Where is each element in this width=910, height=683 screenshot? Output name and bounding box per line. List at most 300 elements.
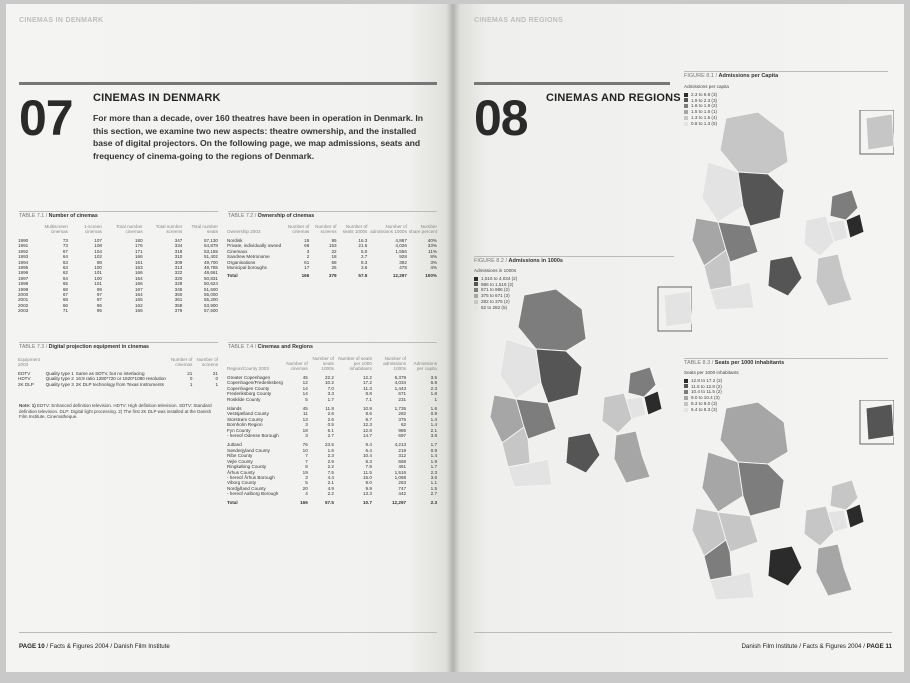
table3-column-header: Equipment 2003	[18, 357, 40, 367]
table1-cell: 322	[174, 270, 183, 276]
table3-cell: HDTV	[18, 376, 31, 382]
table1-cell: 67	[62, 248, 68, 254]
region-bornholm	[664, 291, 692, 327]
table2-title: TABLE 7.2 / Ownership of cinemas	[228, 213, 315, 219]
running-head: CINEMAS IN DENMARK	[19, 17, 104, 24]
table4-cell: 8.8	[365, 391, 372, 397]
table4-cell: 10.2	[325, 380, 334, 386]
table4-cell: 9.9	[365, 485, 372, 491]
table1-cell: 1992	[18, 248, 29, 254]
book-gutter	[446, 4, 460, 672]
table4-cell: 13	[302, 416, 308, 422]
table4-cell: Copenhagen County	[227, 385, 270, 391]
legend-swatch	[684, 93, 688, 97]
table1-cell: 50,831	[203, 275, 218, 281]
table2-cell: 11%	[428, 248, 437, 254]
region-storstrom	[816, 544, 852, 596]
table2-column-header: Number of admissions 1000s	[370, 224, 407, 234]
table4-column-header: Number of seats 1000s	[312, 356, 334, 371]
table4-cell: 7	[305, 453, 308, 459]
legend-label: 0.8 to 1.3 (5)	[691, 120, 718, 126]
table4-cell: 3.3	[327, 391, 334, 397]
table4-cell: 2.3	[327, 453, 334, 459]
table4-cell: 17.2	[362, 380, 372, 386]
table1-cell: 163	[134, 265, 143, 271]
legend-swatch	[684, 104, 688, 108]
table2-rule	[228, 211, 437, 212]
table4-cell: 1.8	[430, 391, 437, 397]
table3-cell: 16:9 ratio 1280*720 or 1920*1080 resolution	[75, 376, 166, 382]
table3-column-header: Number of cinemas	[170, 357, 193, 367]
table2-cell: 5.0	[360, 248, 368, 254]
table4-cell: 14	[302, 385, 308, 391]
table4-cell: 10.4	[362, 453, 372, 459]
fig1-title: FIGURE 8.1 / Admissions per Capita	[684, 73, 779, 79]
table1-cell: 104	[94, 248, 102, 254]
table2-cell: 478	[399, 265, 407, 271]
table-row	[226, 438, 438, 447]
table4-cell: 1,516	[394, 469, 407, 475]
map-admissions-per-capita	[688, 110, 894, 318]
table2-cell: 3.6	[360, 265, 368, 271]
table2-cell: 153	[328, 243, 337, 249]
table-digital-projection	[17, 357, 219, 387]
table4-cell: 3.5	[430, 375, 437, 380]
table4-cell: 9.4	[365, 442, 372, 448]
region-storstrom	[816, 254, 852, 306]
map-seats-per-1000	[688, 400, 894, 608]
table4-cell: 1.7	[430, 442, 437, 448]
table-row	[226, 402, 438, 411]
table4-cell: 1.7	[430, 464, 437, 470]
table4-cell: 4.9	[327, 485, 334, 491]
table4-cell: 1,068	[394, 474, 407, 480]
table4-cell: 4,213	[394, 442, 407, 448]
table4-cell: 4	[305, 491, 308, 497]
table1-cell: 345	[174, 286, 183, 292]
table2-cell: Sandrew Metronome	[227, 254, 270, 260]
table2-cell: 8.3	[360, 259, 368, 265]
table1-cell: 1998	[18, 281, 29, 287]
table1-cell: 310	[174, 254, 183, 260]
legend-swatch	[474, 288, 478, 292]
table1-cell: 63	[62, 265, 68, 271]
region-frederiksborg	[830, 480, 858, 510]
running-head-right: CINEMAS AND REGIONS	[474, 17, 564, 24]
table1-cell: 50,624	[203, 281, 218, 287]
table4-cell: 3.8	[430, 433, 437, 439]
table3-rule	[19, 342, 218, 343]
table4-cell: 1,443	[394, 385, 407, 391]
table2-cell: 33%	[427, 243, 437, 249]
table1-cell: 53,155	[203, 248, 218, 254]
legend-swatch	[684, 384, 688, 388]
table4-cell: Fyn County	[227, 427, 251, 433]
table4-cell: Bornholm Region	[227, 422, 263, 428]
table1-cell: 64	[62, 275, 68, 281]
legend-label: 1.3 to 1.5 (4)	[691, 114, 718, 120]
table1-column-header: Total number seats	[191, 224, 218, 234]
table2-cell: 12,297	[392, 273, 407, 279]
table1-cell: 71	[62, 308, 68, 314]
table4-cell: 14.7	[362, 433, 372, 439]
legend-label: 375 to 671 (3)	[481, 293, 510, 299]
legend-swatch	[474, 306, 478, 310]
table2-cell: Cinemaxx	[227, 248, 248, 254]
table4-cell: 12.2	[362, 375, 372, 380]
table4-cell: 1,735	[394, 406, 407, 412]
table4-cell: Ribe County	[227, 453, 253, 459]
table4-cell: 10	[302, 447, 308, 453]
table3-cell: 2K DLP	[18, 381, 34, 387]
table4-cell: 11.3	[363, 385, 372, 391]
table1-cell: 108	[94, 243, 102, 249]
table4-cell: Viborg County	[227, 480, 257, 486]
table1-cell: 1999	[18, 286, 29, 292]
table3-cell: 21	[212, 371, 218, 376]
table2-cell: 40%	[427, 238, 437, 243]
table4-cell: 231	[398, 396, 407, 402]
table4-cell: 3	[305, 422, 308, 428]
table2-cell: 68	[331, 259, 337, 265]
table2-cell: 25	[331, 265, 337, 271]
table4-cell: 6.8	[430, 380, 437, 386]
table4-cell: 442	[398, 491, 407, 497]
table1-cell: 1995	[18, 265, 29, 271]
legend-label: 6.4 to 8.3 (3)	[691, 406, 718, 412]
chapter-title-right: CINEMAS AND REGIONS	[546, 92, 681, 104]
table1-cell: 66	[62, 302, 68, 308]
table4-cell: 219	[398, 447, 407, 453]
table1-cell: 167	[134, 286, 143, 292]
table4-cell: 2.1	[327, 480, 334, 486]
table4-cell: Nordjylland County	[227, 485, 266, 491]
table-row	[226, 265, 438, 270]
table4-cell: - hereof Aalborg Borough	[227, 491, 279, 497]
region-aarhus	[536, 349, 582, 403]
region-frederiksborg	[830, 190, 858, 220]
table3-header-row	[17, 357, 219, 371]
table1-cell: 49,785	[203, 265, 218, 271]
footer-rule-right	[474, 632, 892, 633]
table4-cell: 2.3	[430, 499, 437, 505]
chapter-rule	[19, 82, 437, 85]
table2-cell: 2	[306, 254, 310, 260]
table4-cell: 10.9	[362, 406, 372, 412]
table4-cell: 2.1	[430, 427, 437, 433]
table4-cell: 13.3	[362, 491, 372, 497]
table1-cell: 162	[134, 302, 143, 308]
table4-cell: 2.6	[327, 411, 334, 417]
table2-cell: 21.6	[358, 243, 368, 249]
table4-cell: 0.9	[430, 411, 437, 417]
table1-column-header: 1-screen cinemas	[84, 224, 102, 234]
table2-cell: 166	[301, 273, 310, 279]
table1-cell: 2000	[18, 292, 29, 298]
table3-cell: 1	[215, 381, 218, 387]
table4-cell: Total	[227, 499, 238, 505]
table1-cell: 171	[134, 248, 143, 254]
table1-cell: 97	[96, 292, 102, 298]
table2-cell: 16.3	[358, 238, 368, 243]
table3-column-header: Number of screens	[196, 357, 218, 367]
legend-label: 2.3 to 6.8 (3)	[691, 91, 718, 97]
table4-cell: 312	[398, 453, 407, 459]
region-nordjylland	[518, 289, 586, 351]
table4-cell: Vestsjælland County	[227, 411, 269, 417]
table1-cell: 95	[96, 308, 102, 314]
table4-cell: 18	[302, 427, 308, 433]
left-page	[6, 4, 452, 672]
table1-cell: 2002	[18, 302, 29, 308]
table1-cell: 67	[62, 292, 68, 298]
table3-column-header	[45, 357, 75, 371]
table-row	[226, 270, 438, 278]
table4-cell: Vejle County	[227, 458, 253, 464]
chapter-number-right: 08	[474, 90, 528, 146]
table1-cell: 176	[134, 243, 143, 249]
table1-cell: 166	[134, 308, 143, 314]
table3-cell: Quality type 1	[45, 371, 74, 376]
table1-cell: 107	[94, 238, 102, 243]
legend-swatch	[474, 294, 478, 298]
table3-title: TABLE 7.3 / Digital projection equipment in cinemas	[19, 344, 150, 350]
table4-cell: 4.4	[327, 474, 334, 480]
table4-cell: 62	[400, 422, 407, 428]
table1-cell: 57,500	[203, 308, 218, 314]
table4-cell: 4,034	[394, 380, 407, 386]
table2-cell: 17	[304, 265, 310, 271]
legend-label: 671 to 986 (2)	[481, 287, 510, 293]
legend-swatch	[474, 277, 478, 281]
table4-cell: Jutland	[227, 442, 242, 448]
table1-cell: 96	[96, 302, 102, 308]
table1-cell: 358	[174, 302, 183, 308]
chapter-number: 07	[19, 90, 73, 146]
table4-cell: 1.6	[430, 406, 437, 412]
table2-cell: 2.7	[360, 254, 368, 260]
fig2-rule	[474, 256, 674, 257]
table4-cell: 0.5	[327, 422, 334, 428]
table4-column-header: Admissions per capita	[413, 361, 437, 371]
table1-cell: 102	[94, 254, 102, 260]
table4-cell: 6.4	[365, 447, 372, 453]
table2-column-header: Ownership 2003	[227, 229, 261, 234]
table4-cell: 3.6	[430, 474, 437, 480]
table4-cell: 2.2	[327, 464, 334, 470]
table1-column-header: Total number screens	[155, 224, 183, 234]
table2-cell: 18	[331, 254, 337, 260]
table1-cell: 53,900	[203, 302, 218, 308]
table3-cell: 0	[189, 376, 193, 382]
region-fyn	[566, 433, 600, 473]
region-aarhus	[738, 172, 784, 226]
table2-cell: 15	[304, 238, 310, 243]
table4-cell: 6.1	[327, 427, 334, 433]
table4-cell: 668	[398, 458, 407, 464]
table2-header-row	[226, 224, 438, 238]
table1-cell: 361	[174, 297, 183, 303]
table2-cell: Total	[227, 273, 238, 279]
table4-cell: 2.9	[327, 458, 334, 464]
table4-cell: Århus County	[227, 469, 255, 475]
table1-cell: 101	[94, 281, 102, 287]
table2-cell: 3	[306, 248, 310, 254]
table1-cell: 334	[174, 243, 183, 249]
table1-cell: 350	[174, 292, 183, 298]
table4-cell: 12.3	[362, 422, 372, 428]
table3-cell: Quality type 3	[45, 381, 74, 387]
table2-cell: 1,556	[395, 248, 407, 254]
region-bornholm	[866, 114, 894, 150]
legend-label: 986 to 1,516 (2)	[481, 281, 514, 287]
legend-label: 10.4 to 11.5 (2)	[691, 389, 722, 395]
fig2-title: FIGURE 8.2 / Admissions in 1000s	[474, 258, 563, 264]
table4-cell: 3	[305, 474, 308, 480]
table1-cell: 49,700	[203, 259, 218, 265]
table2-column-header: Number share percent	[408, 224, 437, 234]
table1-title: TABLE 7.1 / Number of cinemas	[19, 213, 98, 219]
table4-cell: 747	[398, 485, 407, 491]
table1-column-header: Total number cinemas	[116, 224, 143, 234]
table4-cell: 7.1	[365, 396, 372, 402]
region-nordjylland	[720, 112, 788, 174]
legend-label: 62 to 282 (5)	[481, 304, 508, 310]
table4-cell: 2.6	[327, 416, 334, 422]
table4-cell: 2.2	[327, 491, 334, 497]
table2-column-header: Number of screens	[315, 224, 337, 234]
table1-cell: 68	[62, 286, 68, 292]
table1-column-header	[17, 224, 29, 238]
table4-cell: 1.5	[430, 485, 437, 491]
table4-cell: Sønderjyland County	[227, 447, 270, 453]
table4-cell: Ringkøbing County	[227, 464, 267, 470]
table2-cell: 3%	[430, 259, 437, 265]
table4-cell: 12	[302, 380, 308, 386]
fig1-rule	[684, 71, 888, 72]
table1-cell: 1993	[18, 254, 29, 260]
table1-cell: 313	[174, 265, 183, 271]
table1-cell: 2003	[18, 308, 29, 314]
table1-column-header: Multiscreen cinemas	[44, 224, 68, 234]
table2-cell: 4,867	[395, 238, 407, 243]
table3-cell: 2K DLP technology from Texas Instruments	[75, 381, 164, 387]
table4-cell: Copenhagen/Frederiksberg	[227, 380, 283, 386]
table1-cell: 166	[134, 254, 143, 260]
legend-label: 1,516 to 4,034 (2)	[481, 275, 518, 281]
fig1-legend-title: Admissions per capita	[684, 84, 729, 89]
table1-cell: 55,000	[203, 292, 218, 298]
table1-cell: 62	[62, 270, 68, 276]
table2-column-header: Number of cinemas	[287, 224, 310, 234]
table4-cell: 8.3	[365, 458, 372, 464]
table-row	[226, 254, 438, 259]
table4-cell: 1.7	[327, 396, 334, 402]
table4-cell: 15.0	[362, 474, 372, 480]
table2-column-header: Number of seats 1000s	[342, 224, 368, 234]
fig3-legend-title: Seats per 1000 inhabitants	[684, 370, 739, 375]
table4-title: TABLE 7.4 / Cinemas and Regions	[228, 344, 313, 350]
table1-cell: 100	[94, 275, 102, 281]
table1-cell: 2001	[18, 297, 29, 303]
table4-cell: 10.7	[362, 499, 372, 505]
table4-rule	[228, 342, 437, 343]
table1-cell: 54,878	[203, 243, 218, 249]
table2-cell: 8%	[430, 254, 437, 260]
table2-cell: Nordisk	[227, 238, 243, 243]
table2-cell: 4%	[430, 265, 437, 271]
table1-cell: 180	[134, 238, 143, 243]
chapter-title: CINEMAS IN DENMARK	[93, 92, 221, 104]
table1-cell: 73	[62, 238, 68, 243]
table4-cell: 23.5	[325, 442, 334, 448]
fig2-legend-title: Admissions in 1000s	[474, 268, 517, 273]
table1-cell: 97	[96, 297, 102, 303]
table4-cell: 166	[300, 499, 308, 505]
table4-cell: 1.4	[430, 416, 437, 422]
table4-cell: Greater Copenhagen	[227, 375, 271, 380]
left-footer: PAGE 10 / Facts & Figures 2004 / Danish Film Institute	[19, 643, 170, 650]
table4-cell: 76	[302, 442, 308, 448]
table-ownership-of-cinemas	[226, 224, 438, 279]
table1-cell: 379	[174, 308, 183, 314]
table4-cell: Islands	[227, 406, 242, 412]
table4-cell: 11	[302, 411, 308, 417]
table1-cell: 57,130	[203, 238, 218, 243]
table4-cell: Storstrøm County	[227, 416, 263, 422]
table4-header-row	[226, 356, 438, 375]
table-cinemas-and-regions	[226, 356, 438, 505]
table1-cell: 64	[62, 254, 68, 260]
fig3-rule	[684, 358, 888, 359]
region-aarhus	[738, 462, 784, 516]
table1-cell: 101	[94, 270, 102, 276]
table1-cell: 320	[174, 275, 183, 281]
table4-cell: 0.9	[430, 447, 437, 453]
table4-cell: 8	[305, 464, 308, 470]
table1-cell: 347	[174, 238, 183, 243]
table1-cell: 1990	[18, 238, 29, 243]
table4-cell: 2.3	[430, 385, 437, 391]
table4-cell: 9.7	[365, 416, 372, 422]
table4-cell: 19	[302, 469, 308, 475]
table4-cell: Frederiksborg County	[227, 391, 272, 397]
table4-cell: 263	[398, 480, 407, 486]
table2-cell: 95	[331, 238, 337, 243]
table1-cell: 65	[62, 281, 68, 287]
table1-cell: 68	[62, 297, 68, 303]
table3-cell: 21	[187, 371, 193, 376]
region-fyn	[768, 256, 802, 296]
right-page	[452, 4, 904, 672]
table1-cell: 318	[174, 248, 183, 254]
right-footer: Danish Film Institute / Facts & Figures 2004 / PAGE 11	[741, 643, 892, 650]
table3-column-header	[75, 357, 167, 371]
fig3-title: TABLE 8.3 / Seats per 1000 inhabitants	[684, 360, 785, 366]
table1-header-row	[17, 224, 219, 238]
table1-cell: 166	[134, 270, 143, 276]
table4-cell: 20	[302, 485, 308, 491]
table4-cell: 7.5	[327, 469, 334, 475]
table4-cell: 9.0	[365, 480, 372, 486]
table4-cell: 7.0	[327, 385, 334, 391]
table3-cell: 0	[215, 376, 218, 382]
table4-cell: 1.1	[430, 480, 437, 486]
table1-cell: 164	[134, 275, 143, 281]
table3-cell: EDTV	[18, 371, 31, 376]
table2-cell: 100%	[425, 273, 437, 279]
table4-cell: Roskilde County	[227, 396, 261, 402]
